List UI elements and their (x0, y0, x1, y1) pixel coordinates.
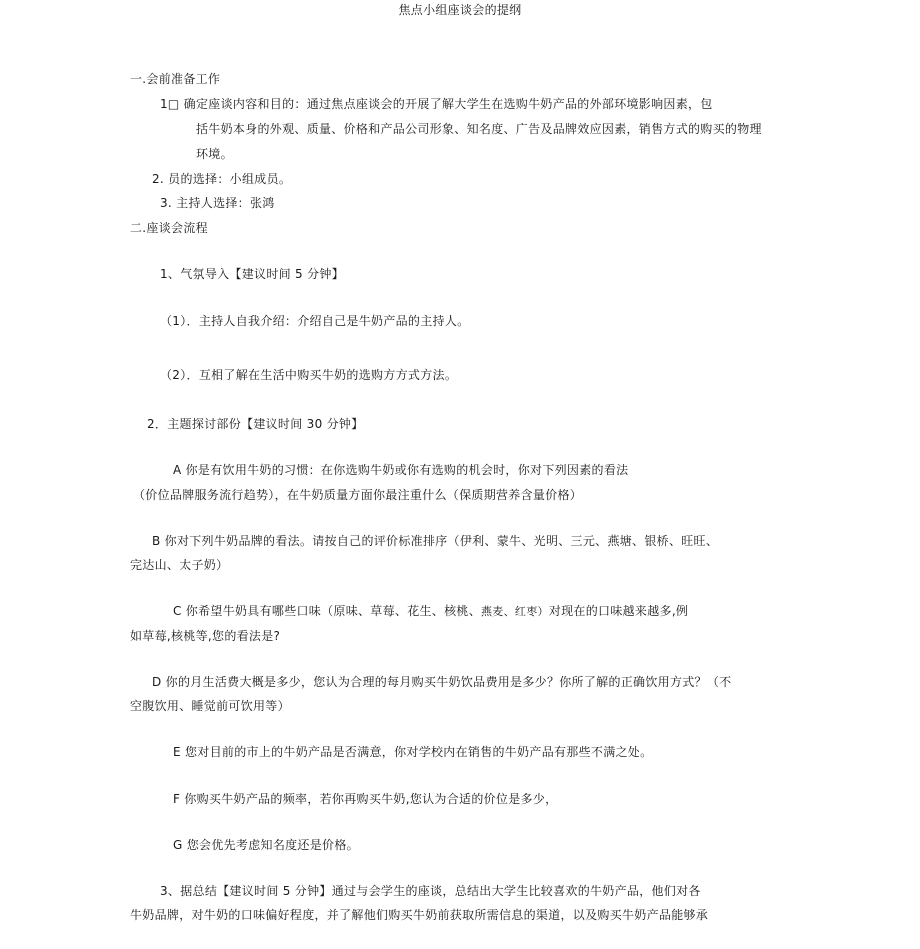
prep-item-1-line-3: 环境。 (196, 147, 233, 161)
prep-item-3: 3. 主持人选择：张鸿 (160, 196, 275, 210)
question-c-line-2: 如草莓,核桃等,您的看法是? (130, 629, 281, 643)
question-b-line-1: B 你对下列牛奶品牌的看法。请按自己的评价标准排序（伊利、蒙牛、光明、三元、燕塘、银桥、旺旺、 (152, 534, 719, 548)
question-d-line-2: 空腹饮用、睡觉前可饮用等） (130, 699, 290, 713)
prep-item-1-line-2: 括牛奶本身的外观、质量、价格和产品公司形象、知名度、广告及品牌效应因素，销售方式的购买的物理 (196, 122, 762, 136)
question-a-line-1: A 你是有饮用牛奶的习惯：在你选购牛奶或你有选购的机会时，你对下列因素的看法 (173, 463, 629, 477)
section-heading-process: 二.座谈会流程 (130, 221, 208, 235)
question-b-line-2: 完达山、太子奶） (130, 558, 229, 572)
step-1-heading: 1、气氛导入【建议时间 5 分钟】 (160, 267, 344, 281)
prep-item-1-line-1: 1□ 确定座谈内容和目的：通过焦点座谈会的开展了解大学生在选购牛奶产品的外部环境影响因素，包 (160, 97, 713, 111)
question-g: G 您会优先考虑知名度还是价格。 (173, 838, 359, 852)
step-1-item-a: （1）．主持人自我介绍：介绍自己是牛奶产品的主持人。 (160, 314, 470, 328)
question-c-text-a: C 你希望牛奶具有哪些口味（原味、草莓、花生、核桃、 (173, 604, 481, 618)
step-3-line-1: 3、据总结【建议时间 5 分钟】通过与会学生的座谈，总结出大学生比较喜欢的牛奶产品，他们对各 (160, 884, 701, 898)
step-1-item-b: （2）．互相了解在生活中购买牛奶的选购方方式方法。 (160, 368, 458, 382)
question-c-text-b: 对现在的口味越来越多,例 (548, 604, 689, 618)
question-c-text-small: 燕麦、红枣） (481, 605, 549, 618)
question-c-line-1 (173, 603, 688, 620)
question-f: F 你购买牛奶产品的频率，若你再购买牛奶,您认为合适的价位是多少， (173, 792, 558, 806)
question-a-line-2: （价位品牌服务流行趋势），在牛奶质量方面你最注重什么（保质期营养含量价格） (133, 488, 583, 502)
step-3-line-2: 牛奶品牌，对牛奶的口味偏好程度，并了解他们购买牛奶前获取所需信息的渠道，以及购买牛奶产品能够承 (130, 908, 709, 922)
document-title: 焦点小组座谈会的提纲 (398, 3, 522, 17)
question-d-line-1: D 你的月生活费大概是多少，您认为合理的每月购买牛奶饮品费用是多少？你所了解的正确饮用方式？（不 (152, 675, 732, 689)
step-2-heading: 2．主题探讨部份【建议时间 30 分钟】 (147, 417, 364, 431)
question-e: E 您对目前的市上的牛奶产品是否满意，你对学校内在销售的牛奶产品有那些不满之处。 (173, 745, 653, 759)
prep-item-2: 2. 员的选择：小组成员。 (152, 172, 292, 186)
section-heading-preparation: 一.会前准备工作 (130, 72, 221, 86)
